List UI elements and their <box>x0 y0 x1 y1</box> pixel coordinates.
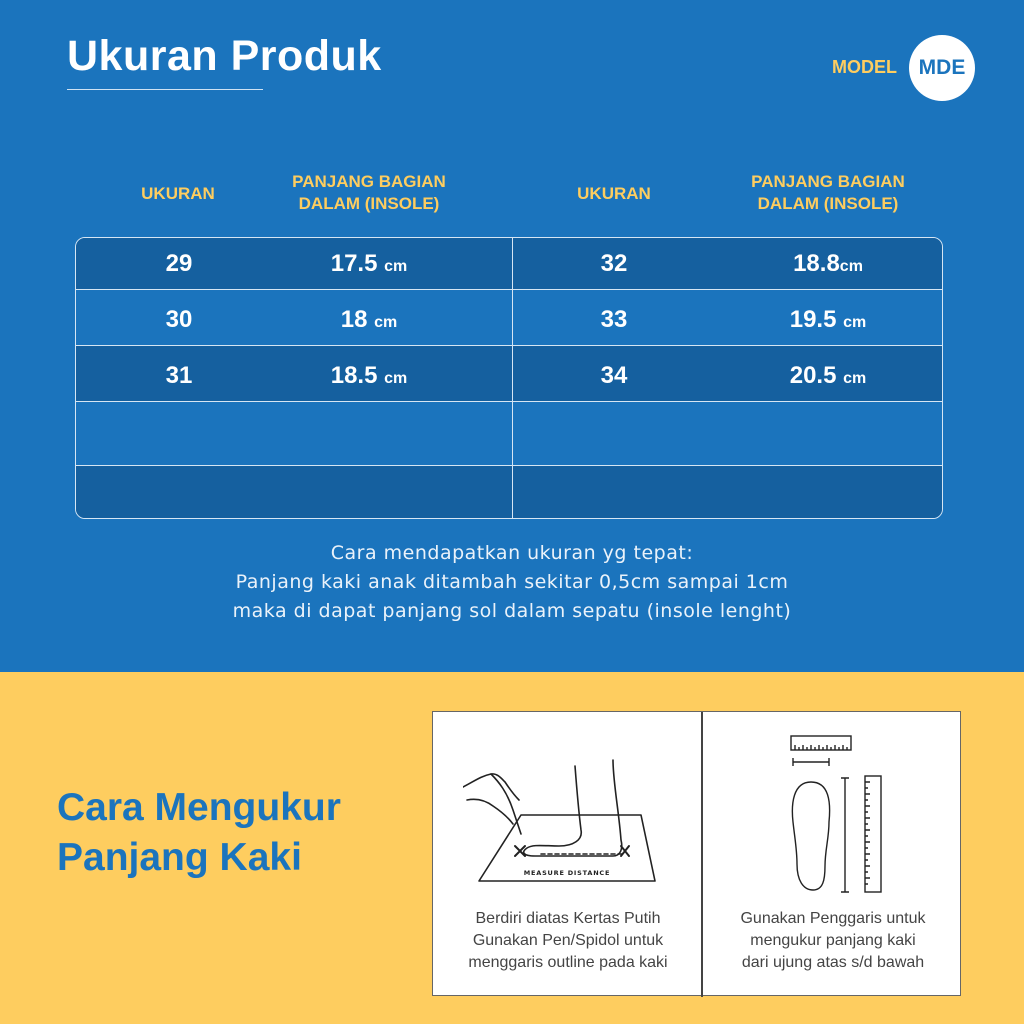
model-code: MDE <box>918 56 966 79</box>
howto-title-line1: Cara Mengukur <box>57 786 341 829</box>
length-cell: 18.8cm <box>793 250 863 277</box>
caption-line: Gunakan Pen/Spidol untuk <box>472 932 664 949</box>
mark-right <box>621 846 629 856</box>
length-marker <box>841 778 849 892</box>
note-line: Panjang kaki anak ditambah sekitar 0,5cm sampai 1cm <box>235 571 789 593</box>
header-size-right: UKURAN <box>577 184 651 203</box>
model-label: MODEL <box>832 57 897 77</box>
caption-line: mengukur panjang kaki <box>750 932 916 949</box>
page-title: Ukuran Produk <box>67 32 382 80</box>
length-cell: 17.5 cm <box>330 250 408 277</box>
size-cell: 34 <box>600 362 628 389</box>
size-cell: 31 <box>165 362 193 389</box>
measure-distance-label: MEASURE DISTANCE <box>523 869 611 877</box>
size-cell: 30 <box>165 306 193 333</box>
model-badge <box>909 35 975 101</box>
howto-title-line2: Panjang Kaki <box>57 836 302 879</box>
foot-outline <box>524 760 622 856</box>
size-cell: 29 <box>165 250 193 277</box>
sizing-note <box>0 539 1024 626</box>
title-underline <box>67 89 263 90</box>
header-insole-left <box>264 171 474 215</box>
header-insole-line2: DALAM (INSOLE) <box>757 194 899 213</box>
header-insole-line1: PANJANG BAGIAN <box>751 172 905 191</box>
length-cell: 20.5 cm <box>789 362 867 389</box>
table-divider <box>512 238 513 519</box>
howto-title <box>57 783 341 883</box>
instruction-panel <box>432 711 961 996</box>
size-table <box>75 237 943 519</box>
hand-arm <box>463 774 519 800</box>
length-cell: 19.5 cm <box>789 306 867 333</box>
length-cell: 18 cm <box>340 306 398 333</box>
horizontal-ruler <box>791 736 851 750</box>
header-insole-line1: PANJANG BAGIAN <box>292 172 446 191</box>
hand-finger <box>467 799 513 824</box>
header-insole-right <box>723 171 933 215</box>
step1-caption <box>443 908 693 974</box>
foot-on-paper-illustration <box>463 752 673 892</box>
panel-divider <box>701 712 703 997</box>
note-line: maka di dapat panjang sol dalam sepatu (insole lenght) <box>232 600 792 622</box>
caption-line: menggaris outline pada kaki <box>468 954 668 971</box>
size-cell: 33 <box>600 306 628 333</box>
width-marker <box>793 758 829 766</box>
length-cell: 18.5 cm <box>330 362 408 389</box>
header-insole-line2: DALAM (INSOLE) <box>298 194 440 213</box>
table-row <box>76 466 943 519</box>
caption-line: Berdiri diatas Kertas Putih <box>475 910 661 927</box>
size-cell: 32 <box>600 250 628 277</box>
note-line: Cara mendapatkan ukuran yg tepat: <box>330 542 694 564</box>
caption-line: Gunakan Penggaris untuk <box>740 910 926 927</box>
table-row <box>76 402 943 466</box>
step2-caption <box>709 908 957 974</box>
insole-ruler-illustration <box>773 732 903 902</box>
caption-line: dari ujung atas s/d bawah <box>741 954 925 971</box>
header-size-left: UKURAN <box>141 184 215 203</box>
insole-outline <box>792 782 829 890</box>
